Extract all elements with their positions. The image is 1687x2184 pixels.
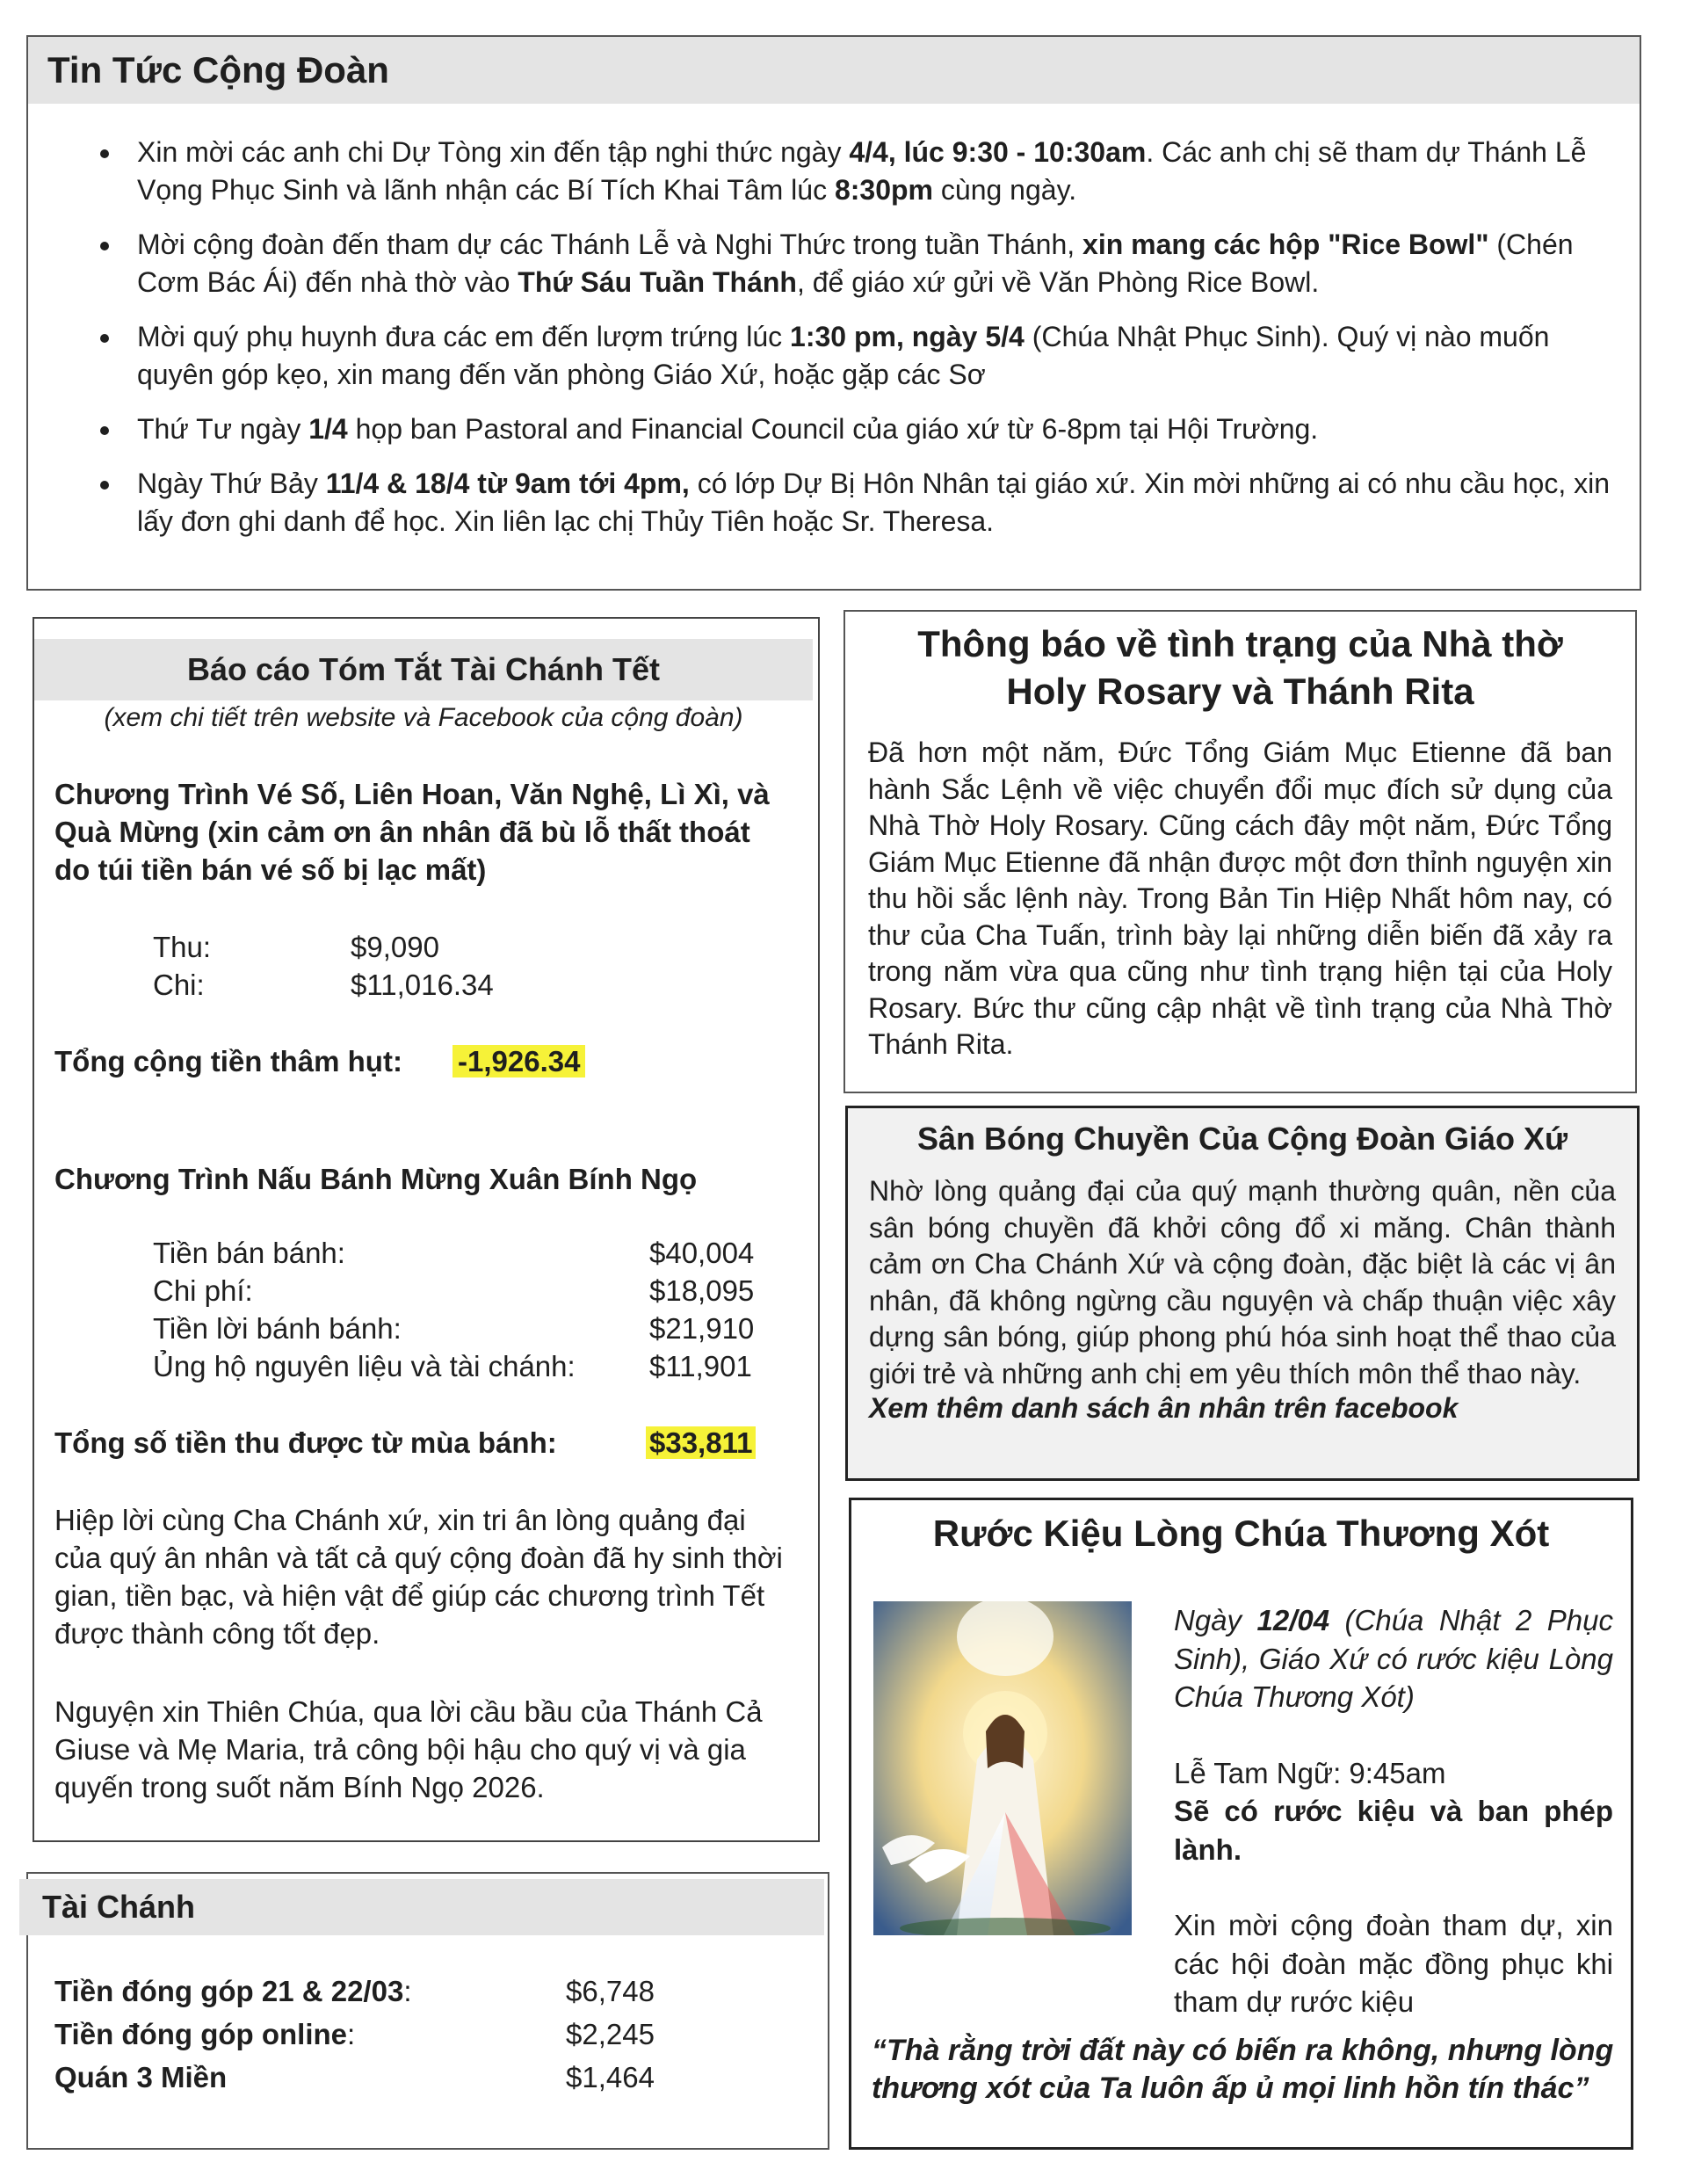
church-title-line1: Thông báo về tình trạng của Nhà thờ (917, 623, 1563, 664)
tet-subtitle: (xem chi tiết trên website và Facebook của cộng đoàn) (104, 703, 743, 732)
procession-date-text: Ngày 12/04 (Chúa Nhật 2 Phục Sinh), Giáo Xứ có rước kiệu Lòng Chúa Thương Xót) (1174, 1604, 1613, 1713)
procession-section (849, 1498, 1633, 2150)
chi-value: $11,016.34 (351, 969, 494, 1001)
volleyball-title: Sân Bóng Chuyền Của Cộng Đoàn Giáo Xứ (916, 1121, 1568, 1157)
church-status-section (844, 610, 1637, 1093)
divine-mercy-image (873, 1601, 1132, 1935)
deficit-value: -1,926.34 (453, 1045, 585, 1077)
cake-row-value: $11,901 (649, 1350, 752, 1382)
cake-row-value: $21,910 (649, 1312, 755, 1345)
procession-details (1174, 1601, 1613, 2021)
church-title-line2: Holy Rosary và Thánh Rita (1006, 671, 1474, 712)
cake-row-label: Tiền bán bánh: (153, 1237, 345, 1269)
procession-invite: Xin mời cộng đoàn tham dự, xin các hội đoàn mặc đồng phục khi tham dự rước kiệu (1174, 1909, 1613, 2018)
finance-section (26, 1872, 829, 2150)
finance-row-label: Tiền đóng góp online: (54, 2018, 356, 2050)
procession-blessing-note: Sẽ có rước kiệu và ban phép lành. (1174, 1795, 1613, 1866)
news-item: • Ngày Thứ Bảy 11/4 & 18/4 từ 9am tới 4pm, có lớp Dự Bị Hôn Nhân tại giáo xứ. Xin mời những ai có nhu cầu học, xin lấy đơn ghi danh để học. Xin liên lạc chị Thủy Tiên hoặc Sr. Theresa. (123, 465, 1613, 541)
tet-title: Báo cáo Tóm Tắt Tài Chánh Tết (34, 639, 813, 700)
news-section (26, 35, 1641, 591)
program2-heading: Chương Trình Nấu Bánh Mừng Xuân Bính Ngọ (54, 1163, 698, 1195)
volleyball-facebook-note: Xem thêm danh sách ân nhân trên facebook (869, 1392, 1459, 1424)
volleyball-body: Nhờ lòng quảng đại của quý mạnh thường quân, nền của sân bóng chuyền đã khởi công đổ xi măng. Chân thành cảm ơn Cha Chánh Xứ và cộng đoàn, đặc biệt là các vị ân nhân, đã không ngừng cầu nguyện và chấp thuận việc xây dựng sân bóng, giúp phong phú hóa sinh hoạt thể thao của giới trẻ và những anh chị em yêu thích môn thể thao này. (869, 1175, 1616, 1389)
news-list (123, 134, 1613, 541)
total-value: $33,811 (646, 1426, 756, 1459)
news-item: • Thứ Tư ngày 1/4 họp ban Pastoral and Financial Council của giáo xứ từ 6-8pm tại Hội Trường. (123, 410, 1613, 448)
thu-value: $9,090 (351, 931, 439, 963)
news-item: • Mời quý phụ huynh đưa các em đến lượm trứng lúc 1:30 pm, ngày 5/4 (Chúa Nhật Phục Sinh). Quý vị nào muốn quyên góp kẹo, xin mang đến văn phòng Giáo Xứ, hoặc gặp các Sơ (123, 318, 1613, 394)
procession-mass-time: Lễ Tam Ngữ: 9:45am (1174, 1756, 1446, 1789)
finance-row-label: Tiền đóng góp 21 & 22/03: (54, 1975, 412, 2007)
cake-row-value: $18,095 (649, 1274, 755, 1307)
finance-row-label: Quán 3 Miền (54, 2061, 228, 2093)
finance-title: Tài Chánh (19, 1879, 824, 1935)
church-title (845, 620, 1635, 715)
prayer-paragraph: Nguyện xin Thiên Chúa, qua lời cầu bầu của Thánh Cả Giuse và Mẹ Maria, trả công bội hậu cho quý vị và gia quyến trong suốt năm Bính Ngọ 2026. (54, 1695, 763, 1803)
finance-row-value: $6,748 (566, 1975, 655, 2007)
finance-row-value: $2,245 (566, 2018, 655, 2050)
thanks-paragraph: Hiệp lời cùng Cha Chánh xứ, xin tri ân lòng quảng đại của quý ân nhân và tất cả quý cộng đoàn đã hy sinh thời gian, tiền bạc, và hiện vật để giúp các chương trình Tết được thành công tốt đẹp. (54, 1504, 783, 1650)
divine-mercy-quote: “Thà rằng trời đất này có biến ra không, nhưng lòng thương xót của Ta luôn ấp ủ mọi linh hồn tín thác” (872, 2034, 1614, 2105)
deficit-label: Tổng cộng tiền thâm hụt: (54, 1045, 402, 1077)
procession-title: Rước Kiệu Lòng Chúa Thương Xót (932, 1513, 1550, 1554)
news-title: Tin Tức Cộng Đoàn (28, 37, 1640, 104)
chi-label: Chi: (153, 969, 205, 1001)
cake-row-label: Ủng hộ nguyên liệu và tài chánh: (153, 1350, 576, 1382)
news-item: • Xin mời các anh chi Dự Tòng xin đến tập nghi thức ngày 4/4, lúc 9:30 - 10:30am. Các anh chị sẽ tham dự Thánh Lễ Vọng Phục Sinh và lãnh nhận các Bí Tích Khai Tâm lúc 8:30pm cùng ngày. (123, 134, 1613, 209)
church-body: Đã hơn một năm, Đức Tổng Giám Mục Etienne đã ban hành Sắc Lệnh về việc chuyển đổi mục đích sử dụng của Nhà Thờ Holy Rosary. Cũng cách đây một năm, Đức Tổng Giám Mục Etienne đã nhận được một đơn thỉnh nguyện xin thu hồi sắc lệnh này. Trong Bản Tin Hiệp Nhất hôm nay, có thư của Cha Tuấn, trình bày lại những diễn biến đã xảy ra trong năm vừa qua cũng như tình trạng hiện tại của Holy Rosary. Bức thư cũng cập nhật về tình trạng của Nhà Thờ Thánh Rita. (868, 736, 1612, 1060)
volleyball-section (845, 1106, 1640, 1481)
program1-heading: Chương Trình Vé Số, Liên Hoan, Văn Nghệ, Lì Xì, và Quà Mừng (xin cảm ơn ân nhân đã bù lỗ thất thoát do túi tiền bán vé số bị lạc mất) (54, 778, 770, 886)
thu-label: Thu: (153, 931, 212, 963)
tet-finance-report (33, 617, 820, 1842)
news-item: • Mời cộng đoàn đến tham dự các Thánh Lễ và Nghi Thức trong tuần Thánh, xin mang các hộp "Rice Bowl" (Chén Cơm Bác Ái) đến nhà thờ vào Thứ Sáu Tuần Thánh, để giáo xứ gửi về Văn Phòng Rice Bowl. (123, 226, 1613, 301)
finance-row-value: $1,464 (566, 2061, 655, 2093)
total-label: Tổng số tiền thu được từ mùa bánh: (54, 1426, 557, 1459)
cake-row-label: Tiền lời bánh bánh: (153, 1312, 402, 1345)
cake-row-label: Chi phí: (153, 1274, 253, 1307)
cake-row-value: $40,004 (649, 1237, 755, 1269)
